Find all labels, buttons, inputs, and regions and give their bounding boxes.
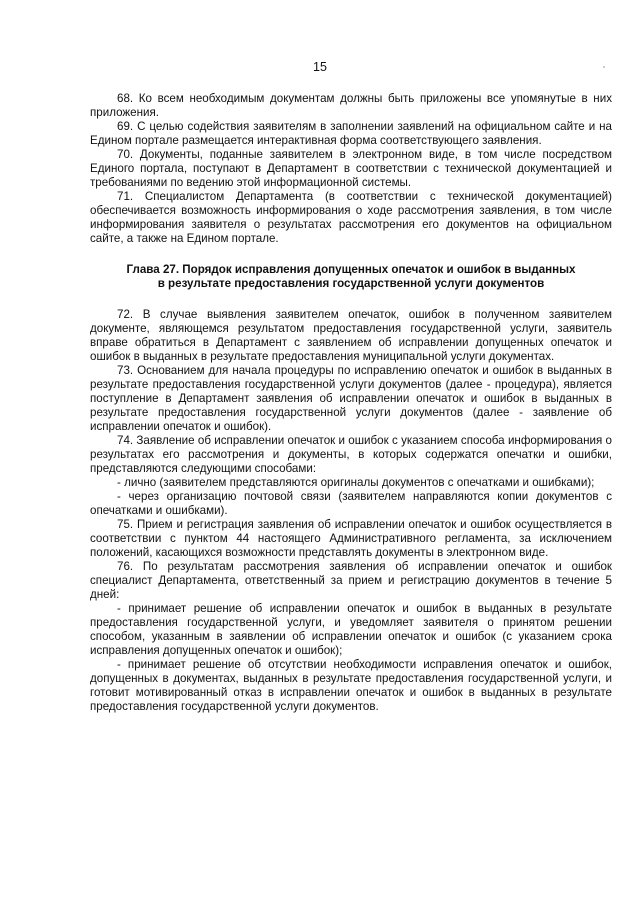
paragraph-69: 69. С целью содействия заявителям в заполнении заявлений на официальном сайте и на Едином портале размещается интерактивная форма соответствующего заявления. bbox=[90, 120, 612, 147]
paragraph-70: 70. Документы, поданные заявителем в электронном виде, в том числе посредством Единого портала, поступают в Департамент в соответствии с технической документацией и требованиями по ведению этой информационной системы. bbox=[90, 148, 612, 189]
document-body bbox=[90, 92, 612, 714]
paragraph-72: 72. В случае выявления заявителем опечаток, ошибок в полученном заявителем документе, являющемся результатом предоставления государственной услуги, заявитель вправе обратиться в Департамент с заявлением об исправлении допущенных опечаток и ошибок в выданных в результате предоставления муниципальной услуги документах. bbox=[90, 308, 612, 363]
paragraph-71: 71. Специалистом Департамента (в соответствии с технической документацией) обеспечивается возможность информирования о ходе рассмотрения заявления, в том числе информирования заявителя о результатах рассмотрения его документов на официальном сайте, а также на Едином портале. bbox=[90, 190, 612, 245]
paragraph-76: 76. По результатам рассмотрения заявления об исправлении опечаток и ошибок специалист Департамента, ответственный за прием и регистрацию документов в течение 5 дней: bbox=[90, 560, 612, 601]
paragraph-75: 75. Прием и регистрация заявления об исправлении опечаток и ошибок осуществляется в соответствии с пунктом 44 настоящего Административного регламента, за исключением положений, касающихся возможности представлять документы в электронном виде. bbox=[90, 518, 612, 559]
scan-speck bbox=[603, 66, 605, 68]
paragraph-73: 73. Основанием для начала процедуры по исправлению опечаток и ошибок в выданных в результате предоставления государственной услуги документов (далее - процедура), является поступление в Департамент заявления об исправлении опечаток и ошибок в выданных в результате предоставления государственной услуги документов (далее - заявление об исправлении опечаток и ошибок). bbox=[90, 364, 612, 433]
paragraph-74: 74. Заявление об исправлении опечаток и ошибок с указанием способа информирования о результатах его рассмотрения и документы, в которых содержатся опечатки и ошибки, представляются следующими способами: bbox=[90, 434, 612, 475]
chapter-heading bbox=[90, 263, 612, 291]
list-item-decision-correct: - принимает решение об исправлении опечаток и ошибок в выданных в результате предоставления государственной услуги, и уведомляет заявителя о принятом решении способом, указанным в заявлении об исправлении опечаток и ошибок (с указанием срока исправления допущенных опечаток и ошибок); bbox=[90, 602, 612, 657]
list-item-decision-refuse: - принимает решение об отсутствии необходимости исправления опечаток и ошибок, допущенных в документах, выданных в результате предоставления государственной услуги, и готовит мотивированный отказ в исправлении опечаток и ошибок в выданных в результате предоставления государственной услуги документов. bbox=[90, 658, 612, 713]
page-number: 15 bbox=[313, 60, 327, 74]
list-item-in-person: - лично (заявителем представляются оригиналы документов с опечатками и ошибками); bbox=[117, 476, 595, 489]
chapter-heading-line-1: Глава 27. Порядок исправления допущенных опечаток и ошибок в выданных bbox=[126, 263, 576, 276]
paragraph-68: 68. Ко всем необходимым документам должны быть приложены все упомянутые в них приложения. bbox=[90, 92, 612, 119]
list-item-by-post: - через организацию почтовой связи (заявителем направляются копии документов с опечатками и ошибками). bbox=[90, 490, 612, 517]
chapter-heading-line-2: в результате предоставления государственной услуги документов bbox=[157, 277, 545, 290]
